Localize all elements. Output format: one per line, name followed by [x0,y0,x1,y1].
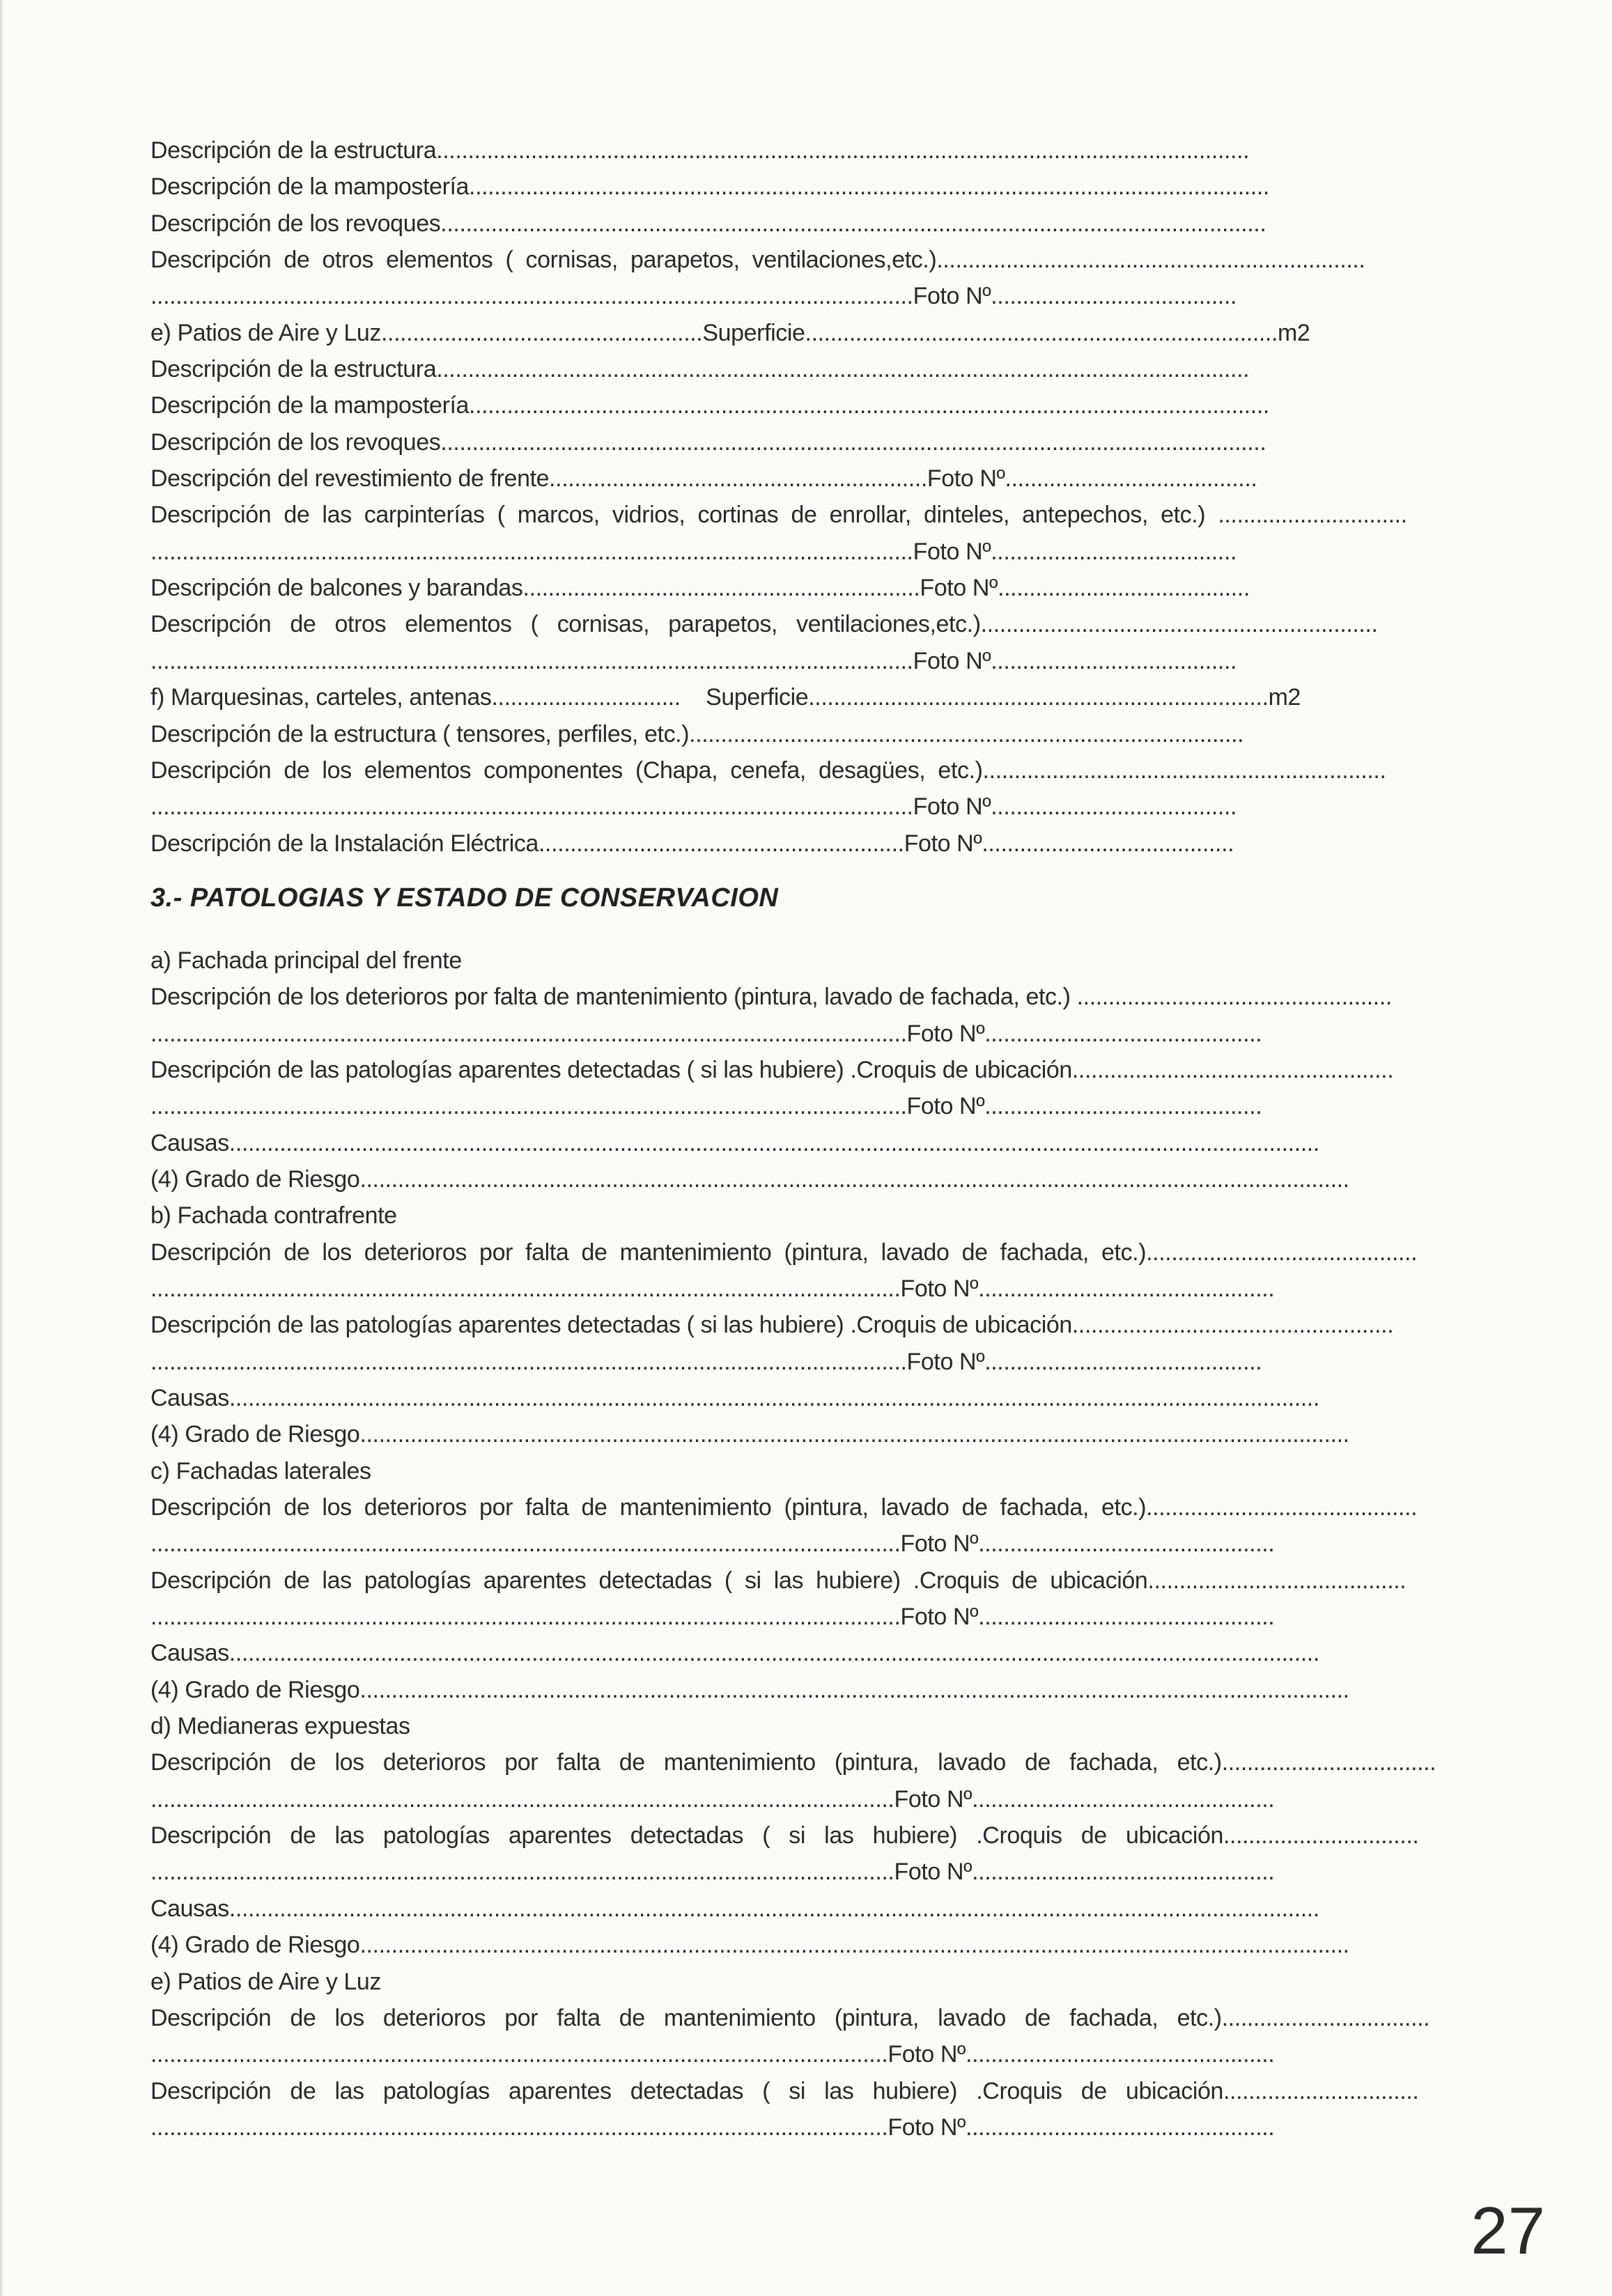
form-line-text: Descripción de los elementos componentes (Chapa, cenefa, desagües, etc.)................................................................ [150,757,1386,784]
form-line [150,315,1474,351]
form-line [150,497,1474,533]
form-line [150,2000,1474,2036]
form-line-text: Descripción de las patologías aparentes detectadas ( si las hubiere) .Croquis de ubicación......................................... [150,1567,1406,1594]
form-line-text: Descripción de las patologías aparentes detectadas ( si las hubiere) .Croquis de ubicación............................... [150,1822,1419,1849]
form-line [150,1052,1474,1088]
form-line [150,242,1474,278]
form-line-text: Causas............................................................................................................................................................................. [150,1129,1319,1156]
form-line [150,679,1474,715]
form-line [150,752,1474,789]
form-line-text: .........................................................................................................................Foto Nº....................................... [150,538,1237,565]
form-line-text: d) Medianeras expuestas [150,1713,410,1740]
form-line-text: ........................................................................................................................Foto Nº............................................ [150,1348,1262,1375]
form-line-text: Descripción de la mampostería............................................................................................................................... [150,173,1269,201]
form-line-text: Descripción de las patologías aparentes detectadas ( si las hubiere) .Croquis de ubicación................................................... [150,1056,1394,1083]
form-line-text: .......................................................................................................................Foto Nº............................................... [150,1530,1275,1558]
form-line [150,1891,1474,1927]
form-line [150,1416,1474,1452]
form-line [150,716,1474,752]
form-line-text: Descripción de la Instalación Eléctrica..........................................................Foto Nº........................................ [150,830,1234,857]
form-line [150,1927,1474,1963]
form-line-text: ......................................................................................................................Foto Nº................................................ [150,1785,1275,1813]
form-line [150,424,1474,460]
form-line-text: Descripción del revestimiento de frente............................................................Foto Nº........................................ [150,465,1257,492]
form-line-text: Causas............................................................................................................................................................................. [150,1640,1319,1667]
form-line [150,1562,1474,1599]
form-line [150,205,1474,242]
form-line [150,825,1474,862]
form-line [150,1453,1474,1489]
form-line [150,570,1474,606]
form-lines-bottom [150,943,1474,2146]
form-line [150,460,1474,497]
form-line-text: Descripción de los deterioros por falta de mantenimiento (pintura, lavado de fachada, etc.).................................. [150,1749,1436,1776]
form-page [150,132,1474,2146]
form-line-text: Descripción de los deterioros por falta de mantenimiento (pintura, lavado de fachada, etc.)........................................... [150,1494,1418,1521]
form-line-text: Descripción de las patologías aparentes detectadas ( si las hubiere) .Croquis de ubicación............................... [150,2077,1419,2104]
form-line [150,1380,1474,1416]
form-line [150,1526,1474,1562]
page-number: 27 [1471,2194,1545,2268]
form-line [150,789,1474,825]
form-line-text: (4) Grado de Riesgo............................................................................................................................................................. [150,1932,1349,1959]
form-line [150,1489,1474,1526]
form-line-text: c) Fachadas laterales [150,1457,371,1484]
form-line [150,1016,1474,1052]
form-line-text: ........................................................................................................................Foto Nº............................................ [150,1020,1262,1047]
form-line-text: Descripción de los deterioros por falta de mantenimiento (pintura, lavado de fachada, etc.) .................................................. [150,984,1392,1011]
form-line [150,1161,1474,1197]
form-line-text: ......................................................................................................................Foto Nº................................................ [150,1859,1275,1886]
form-line-text: Descripción de las carpinterías ( marcos, vidrios, cortinas de enrollar, dinteles, antepechos, etc.) .............................. [150,502,1407,529]
section-heading: 3.- PATOLOGIAS Y ESTADO DE CONSERVACION [150,883,779,913]
form-line [150,1197,1474,1234]
form-line [150,2073,1474,2109]
form-line [150,1088,1474,1124]
form-line [150,387,1474,424]
form-line [150,1854,1474,1890]
form-line [150,1708,1474,1744]
form-line-text: (4) Grado de Riesgo............................................................................................................................................................. [150,1676,1349,1703]
form-line [150,1817,1474,1854]
form-line [150,1307,1474,1343]
form-line [150,1744,1474,1781]
form-line-text: Descripción de la estructura ( tensores, perfiles, etc.)........................................................................................ [150,720,1244,747]
form-line-text: a) Fachada principal del frente [150,947,462,974]
form-line [150,351,1474,387]
form-line-text: .......................................................................................................................Foto Nº............................................... [150,1275,1275,1302]
form-line [150,2036,1474,2072]
form-line-text: Descripción de la mampostería............................................................................................................................... [150,392,1269,419]
form-line-text: Descripción de los deterioros por falta de mantenimiento (pintura, lavado de fachada, etc.)........................................... [150,1239,1418,1266]
form-line-text: Descripción de la estructura................................................................................................................................. [150,356,1250,383]
form-line [150,278,1474,314]
form-line-text: b) Fachada contrafrente [150,1202,397,1230]
form-line-text: .....................................................................................................................Foto Nº................................................. [150,2113,1275,2141]
form-line-text: (4) Grado de Riesgo............................................................................................................................................................. [150,1165,1349,1193]
page-edge [0,0,4,2296]
form-line [150,643,1474,679]
form-line-text: Descripción de los revoques................................................................................................................................... [150,210,1266,237]
form-line [150,979,1474,1015]
form-line [150,169,1474,205]
form-line-text: f) Marquesinas, carteles, antenas.............................. Superficie.........................................................................m2 [150,684,1301,711]
form-line-text: Causas............................................................................................................................................................................. [150,1895,1319,1922]
form-line [150,1672,1474,1708]
form-line-text: Descripción de otros elementos ( cornisas, parapetos, ventilaciones,etc.)............................................................... [150,611,1378,638]
form-line-text: .........................................................................................................................Foto Nº....................................... [150,283,1237,310]
form-line [150,132,1474,169]
form-line-text: Causas............................................................................................................................................................................. [150,1385,1319,1411]
form-line [150,1234,1474,1271]
form-line-text: Descripción de los deterioros por falta de mantenimiento (pintura, lavado de fachada, etc.)................................. [150,2004,1430,2031]
form-line [150,1344,1474,1380]
form-line-text: ........................................................................................................................Foto Nº............................................ [150,1093,1262,1120]
form-line-text: Descripción de balcones y barandas...............................................................Foto Nº........................................ [150,575,1250,602]
form-line-text: Descripción de los revoques................................................................................................................................... [150,428,1266,456]
spacer [150,916,1474,943]
form-line [150,1125,1474,1161]
form-line [150,1271,1474,1307]
form-line-text: Descripción de otros elementos ( cornisas, parapetos, ventilaciones,etc.).................................................................... [150,247,1365,274]
form-line [150,1964,1474,2000]
form-line [150,943,1474,979]
form-line [150,1599,1474,1635]
form-line [150,1635,1474,1671]
form-line-text: .....................................................................................................................Foto Nº................................................. [150,2041,1275,2068]
form-line [150,1781,1474,1817]
form-lines-top [150,132,1474,862]
form-line [150,534,1474,570]
form-line-text: .........................................................................................................................Foto Nº....................................... [150,647,1237,674]
form-line-text: e) Patios de Aire y Luz [150,1968,381,1995]
form-line-text: (4) Grado de Riesgo............................................................................................................................................................. [150,1421,1349,1448]
form-line [150,2109,1474,2146]
form-line-text: .........................................................................................................................Foto Nº....................................... [150,793,1237,821]
form-line-text: Descripción de la estructura................................................................................................................................. [150,137,1250,164]
form-line-text: Descripción de las patologías aparentes detectadas ( si las hubiere) .Croquis de ubicación................................................... [150,1312,1394,1339]
form-line [150,606,1474,642]
form-line-text: .......................................................................................................................Foto Nº............................................... [150,1604,1275,1631]
form-line-text: e) Patios de Aire y Luz...................................................Superficie...........................................................................m2 [150,319,1310,346]
